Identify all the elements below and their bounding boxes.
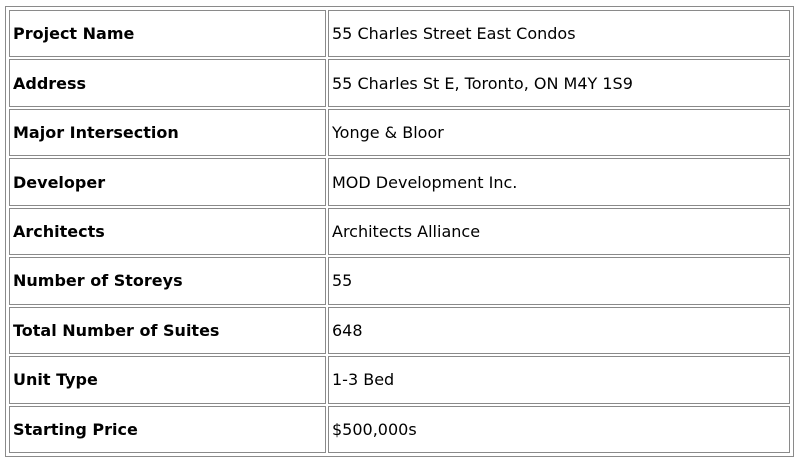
table-row	[9, 10, 790, 57]
table-row	[9, 208, 790, 255]
row-label: Address	[9, 59, 326, 106]
table-row	[9, 158, 790, 205]
row-value: 1-3 Bed	[328, 356, 790, 403]
row-value: $500,000s	[328, 406, 790, 454]
row-value: Architects Alliance	[328, 208, 790, 255]
row-value: 55 Charles Street East Condos	[328, 10, 790, 57]
row-label: Number of Storeys	[9, 257, 326, 304]
row-label: Major Intersection	[9, 109, 326, 156]
row-value: Yonge & Bloor	[328, 109, 790, 156]
table-row	[9, 406, 790, 454]
table-row	[9, 257, 790, 304]
row-label: Starting Price	[9, 406, 326, 454]
table-row	[9, 356, 790, 403]
row-value: 648	[328, 307, 790, 354]
table-row	[9, 109, 790, 156]
row-label: Architects	[9, 208, 326, 255]
row-value: 55 Charles St E, Toronto, ON M4Y 1S9	[328, 59, 790, 106]
row-value: MOD Development Inc.	[328, 158, 790, 205]
row-label: Project Name	[9, 10, 326, 57]
table-row	[9, 307, 790, 354]
table-row	[9, 59, 790, 106]
project-details-table	[7, 8, 792, 455]
project-details-table-frame	[5, 6, 794, 457]
row-label: Total Number of Suites	[9, 307, 326, 354]
row-value: 55	[328, 257, 790, 304]
row-label: Unit Type	[9, 356, 326, 403]
row-label: Developer	[9, 158, 326, 205]
